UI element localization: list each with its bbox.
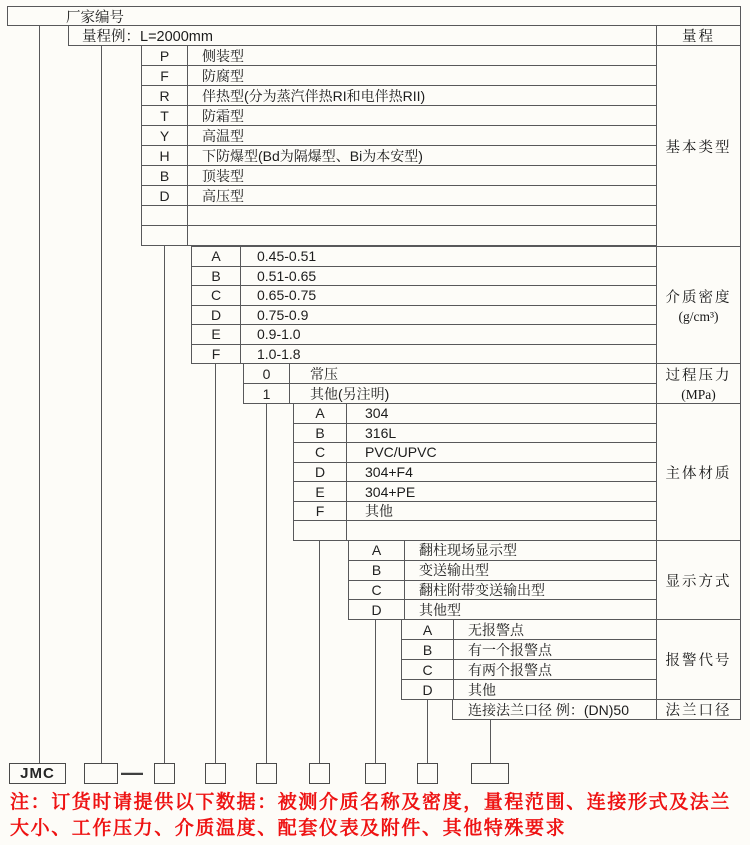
table-row: T 防霜型 [142,105,656,125]
density-unit: (g/cm³) [678,308,719,324]
table-row: D 其他型 [349,599,656,619]
table-row: B 变送输出型 [349,560,656,580]
code-box-pressure [256,763,277,784]
table-row: C 翻柱附带变送输出型 [349,580,656,600]
table-row: B 316L [294,423,656,443]
code-box-material [309,763,330,784]
table-row-empty [294,520,656,540]
table-row: A 304 [294,404,656,423]
table-row-empty [142,205,656,225]
table-row: C 0.65-0.75 [192,285,656,305]
section-medium-density [191,246,657,364]
range-example-label: 量程例：L=2000mm [82,29,213,45]
section-body-material [293,403,657,541]
table-row: F 1.0-1.8 [192,344,656,364]
code-box-alarm [417,763,438,784]
table-row: B 顶装型 [142,165,656,185]
code-box-range [84,763,118,784]
order-note [10,790,746,842]
table-row: P 侧装型 [142,46,656,65]
table-row: H 下防爆型(Bd为隔爆型、Bi为本安型) [142,145,656,165]
table-row: C 有两个报警点 [402,659,656,679]
label-display-mode: 显示方式 [656,540,741,620]
label-medium-density: 介质密度 (g/cm³) [656,246,741,364]
code-box-density [205,763,226,784]
table-row: A 无报警点 [402,620,656,639]
table-row: D 其他 [402,679,656,699]
range-example-row [68,25,657,46]
table-row: R 伴热型(分为蒸汽伴热RI和电伴热RII) [142,85,656,105]
model-prefix-box: JMC [9,763,66,784]
table-row: B 有一个报警点 [402,639,656,659]
label-body-material: 主体材质 [656,403,741,541]
connector-line [490,719,491,763]
table-row: B 0.51-0.65 [192,266,656,286]
flange-size-text: 连接法兰口径 例：(DN)50 [468,701,630,718]
table-row: C PVC/UPVC [294,442,656,462]
table-row: A 翻柱现场显示型 [349,541,656,560]
connector-line [266,403,267,763]
table-row: F 其他 [294,501,656,521]
label-basic-type: 基本类型 [656,45,741,247]
factory-number-row [7,6,741,26]
order-note-line1: 注：订货时请提供以下数据：被测介质名称及密度，量程范围、连接形式及法兰 [10,792,732,813]
section-alarm-code [401,619,657,700]
table-row: D 304+F4 [294,462,656,482]
connector-line [39,26,40,763]
table-row: 0 常压 [244,364,656,383]
label-alarm-code: 报警代号 [656,619,741,700]
table-row: D 0.75-0.9 [192,305,656,325]
connector-line [319,540,320,763]
table-row-empty [142,225,656,245]
section-basic-type [141,45,657,246]
table-row: A 0.45-0.51 [192,247,656,266]
section-flange-size [452,699,657,720]
connector-line [215,363,216,763]
pressure-unit: (MPa) [681,387,716,402]
section-display-mode [348,540,657,620]
order-note-line2: 大小、工作压力、介质温度、配套仪表及附件、其他特殊要求 [10,818,567,839]
table-row: E 304+PE [294,481,656,501]
table-row: D 高压型 [142,185,656,205]
code-box-flange [471,763,509,784]
label-process-pressure: 过程压力 (MPa) [656,363,741,404]
table-row: E 0.9-1.0 [192,324,656,344]
section-process-pressure [243,363,657,404]
connector-line [427,699,428,763]
table-row: Y 高温型 [142,125,656,145]
connector-line [101,46,102,763]
connector-line [164,245,165,763]
table-row: 1 其他(另注明) [244,383,656,403]
label-flange-size: 法兰口径 [656,699,741,720]
table-row: F 防腐型 [142,65,656,85]
label-range: 量程 [656,25,741,46]
code-box-display [365,763,386,784]
factory-number-label: 厂家编号 [66,9,124,26]
dash-separator: — [121,760,143,785]
connector-line [375,619,376,763]
code-box-basic-type [154,763,175,784]
